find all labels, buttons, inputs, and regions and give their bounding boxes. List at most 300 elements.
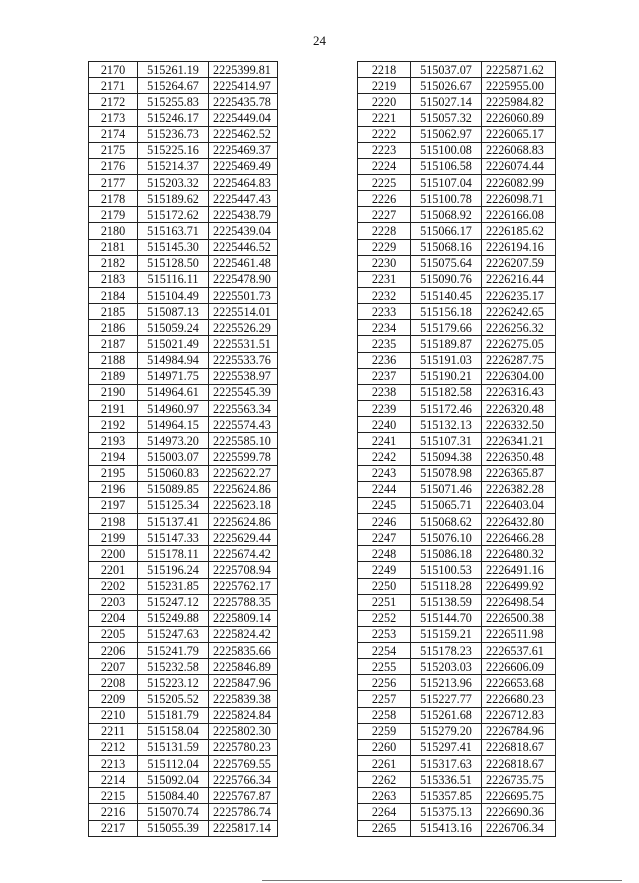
y-coordinate-cell: 2226304.00 [482,368,556,384]
point-number-cell: 2219 [358,78,411,94]
point-number-cell: 2209 [89,691,138,707]
x-coordinate-cell: 515037.07 [411,62,482,78]
x-coordinate-cell: 515246.17 [138,110,209,126]
y-coordinate-cell: 2226287.75 [482,352,556,368]
table-row [358,142,556,158]
table-row [358,78,556,94]
table-row [89,626,278,642]
table-row [358,110,556,126]
point-number-cell: 2232 [358,287,411,303]
x-coordinate-cell: 515413.16 [411,820,482,836]
point-number-cell: 2243 [358,465,411,481]
table-row [358,788,556,804]
y-coordinate-cell: 2225674.42 [209,546,278,562]
point-number-cell: 2217 [89,820,138,836]
table-row [358,610,556,626]
x-coordinate-cell: 515094.38 [411,449,482,465]
y-coordinate-cell: 2225984.82 [482,94,556,110]
point-number-cell: 2177 [89,174,138,190]
x-coordinate-cell: 515087.13 [138,304,209,320]
point-number-cell: 2223 [358,142,411,158]
table-row [89,691,278,707]
point-number-cell: 2222 [358,126,411,142]
x-coordinate-cell: 515140.45 [411,287,482,303]
x-coordinate-cell: 515068.92 [411,207,482,223]
x-coordinate-cell: 515181.79 [138,707,209,723]
y-coordinate-cell: 2225439.04 [209,223,278,239]
x-coordinate-cell: 515138.59 [411,594,482,610]
x-coordinate-cell: 514960.97 [138,400,209,416]
x-coordinate-cell: 514984.94 [138,352,209,368]
x-coordinate-cell: 515068.16 [411,239,482,255]
y-coordinate-cell: 2225624.86 [209,481,278,497]
point-number-cell: 2264 [358,804,411,820]
y-coordinate-cell: 2225767.87 [209,788,278,804]
point-number-cell: 2231 [358,271,411,287]
y-coordinate-cell: 2225414.97 [209,78,278,94]
point-number-cell: 2193 [89,433,138,449]
x-coordinate-cell: 514964.61 [138,384,209,400]
table-row [89,142,278,158]
x-coordinate-cell: 515078.98 [411,465,482,481]
point-number-cell: 2173 [89,110,138,126]
x-coordinate-cell: 515021.49 [138,336,209,352]
point-number-cell: 2182 [89,255,138,271]
x-coordinate-cell: 514964.15 [138,417,209,433]
table-row [89,94,278,110]
table-row [358,675,556,691]
point-number-cell: 2210 [89,707,138,723]
x-coordinate-cell: 514971.75 [138,368,209,384]
table-row [358,304,556,320]
x-coordinate-cell: 515116.11 [138,271,209,287]
y-coordinate-cell: 2226403.04 [482,497,556,513]
table-row [358,158,556,174]
x-coordinate-cell: 515055.39 [138,820,209,836]
y-coordinate-cell: 2225871.62 [482,62,556,78]
x-coordinate-cell: 515066.17 [411,223,482,239]
x-coordinate-cell: 515062.97 [411,126,482,142]
y-coordinate-cell: 2226332.50 [482,417,556,433]
point-number-cell: 2254 [358,643,411,659]
y-coordinate-cell: 2225501.73 [209,287,278,303]
point-number-cell: 2206 [89,643,138,659]
x-coordinate-cell: 515086.18 [411,546,482,562]
x-coordinate-cell: 515145.30 [138,239,209,255]
point-number-cell: 2174 [89,126,138,142]
point-number-cell: 2250 [358,578,411,594]
point-number-cell: 2215 [89,788,138,804]
x-coordinate-cell: 515112.04 [138,756,209,772]
point-number-cell: 2183 [89,271,138,287]
x-coordinate-cell: 515255.83 [138,94,209,110]
y-coordinate-cell: 2225449.04 [209,110,278,126]
point-number-cell: 2258 [358,707,411,723]
x-coordinate-cell: 515191.03 [411,352,482,368]
y-coordinate-cell: 2225574.43 [209,417,278,433]
table-row [89,223,278,239]
table-row [89,191,278,207]
x-coordinate-cell: 515125.34 [138,497,209,513]
x-coordinate-cell: 515100.08 [411,142,482,158]
table-row [89,772,278,788]
y-coordinate-cell: 2225835.66 [209,643,278,659]
x-coordinate-cell: 515214.37 [138,158,209,174]
y-coordinate-cell: 2226480.32 [482,546,556,562]
y-coordinate-cell: 2225435.78 [209,94,278,110]
table-row [89,384,278,400]
table-row [89,578,278,594]
table-row [89,287,278,303]
table-row [358,223,556,239]
y-coordinate-cell: 2226068.83 [482,142,556,158]
x-coordinate-cell: 515118.28 [411,578,482,594]
table-row [89,675,278,691]
y-coordinate-cell: 2225629.44 [209,530,278,546]
point-number-cell: 2201 [89,562,138,578]
x-coordinate-cell: 515261.19 [138,62,209,78]
point-number-cell: 2265 [358,820,411,836]
point-number-cell: 2234 [358,320,411,336]
table-row [358,207,556,223]
y-coordinate-cell: 2226695.75 [482,788,556,804]
table-row [89,739,278,755]
y-coordinate-cell: 2226320.48 [482,400,556,416]
x-coordinate-cell: 515232.58 [138,659,209,675]
footer-rule [262,880,622,881]
table-row [358,513,556,529]
point-number-cell: 2190 [89,384,138,400]
y-coordinate-cell: 2226500.38 [482,610,556,626]
table-row [358,449,556,465]
y-coordinate-cell: 2226818.67 [482,756,556,772]
x-coordinate-cell: 515261.68 [411,707,482,723]
table-row [358,400,556,416]
x-coordinate-cell: 515223.12 [138,675,209,691]
table-row [89,546,278,562]
table-row [358,368,556,384]
point-number-cell: 2227 [358,207,411,223]
y-coordinate-cell: 2226341.21 [482,433,556,449]
table-row [358,174,556,190]
table-row [358,384,556,400]
y-coordinate-cell: 2226060.89 [482,110,556,126]
y-coordinate-cell: 2225847.96 [209,675,278,691]
table-row [358,707,556,723]
point-number-cell: 2226 [358,191,411,207]
y-coordinate-cell: 2225624.86 [209,513,278,529]
y-coordinate-cell: 2225526.29 [209,320,278,336]
point-number-cell: 2241 [358,433,411,449]
x-coordinate-cell: 515249.88 [138,610,209,626]
y-coordinate-cell: 2226235.17 [482,287,556,303]
y-coordinate-cell: 2226432.80 [482,513,556,529]
point-number-cell: 2180 [89,223,138,239]
x-coordinate-cell: 515060.83 [138,465,209,481]
table-row [89,433,278,449]
point-number-cell: 2202 [89,578,138,594]
table-row [358,643,556,659]
point-number-cell: 2200 [89,546,138,562]
x-coordinate-cell: 515179.66 [411,320,482,336]
y-coordinate-cell: 2226216.44 [482,271,556,287]
table-row [89,562,278,578]
x-coordinate-cell: 515003.07 [138,449,209,465]
x-coordinate-cell: 515236.73 [138,126,209,142]
table-row [89,788,278,804]
point-number-cell: 2171 [89,78,138,94]
y-coordinate-cell: 2225788.35 [209,594,278,610]
point-number-cell: 2239 [358,400,411,416]
point-number-cell: 2240 [358,417,411,433]
table-row [89,497,278,513]
x-coordinate-cell: 515264.67 [138,78,209,94]
table-row [358,530,556,546]
x-coordinate-cell: 515156.18 [411,304,482,320]
x-coordinate-cell: 515203.32 [138,174,209,190]
coordinate-table-left [88,61,278,837]
y-coordinate-cell: 2225622.27 [209,465,278,481]
x-coordinate-cell: 515092.04 [138,772,209,788]
table-row [358,417,556,433]
point-number-cell: 2249 [358,562,411,578]
y-coordinate-cell: 2225538.97 [209,368,278,384]
table-row [358,739,556,755]
point-number-cell: 2207 [89,659,138,675]
point-number-cell: 2214 [89,772,138,788]
table-row [89,594,278,610]
y-coordinate-cell: 2226382.28 [482,481,556,497]
x-coordinate-cell: 515247.63 [138,626,209,642]
point-number-cell: 2203 [89,594,138,610]
x-coordinate-cell: 515375.13 [411,804,482,820]
table-row [89,255,278,271]
point-number-cell: 2261 [358,756,411,772]
y-coordinate-cell: 2225780.23 [209,739,278,755]
table-row [358,626,556,642]
table-row [89,530,278,546]
y-coordinate-cell: 2225846.89 [209,659,278,675]
table-row [358,94,556,110]
table-row [89,110,278,126]
y-coordinate-cell: 2225462.52 [209,126,278,142]
y-coordinate-cell: 2226242.65 [482,304,556,320]
table-row [358,691,556,707]
x-coordinate-cell: 515225.16 [138,142,209,158]
point-number-cell: 2255 [358,659,411,675]
y-coordinate-cell: 2226466.28 [482,530,556,546]
x-coordinate-cell: 515075.64 [411,255,482,271]
y-coordinate-cell: 2226818.67 [482,739,556,755]
y-coordinate-cell: 2226712.83 [482,707,556,723]
point-number-cell: 2245 [358,497,411,513]
coordinate-table-right [357,61,556,837]
point-number-cell: 2213 [89,756,138,772]
x-coordinate-cell: 515172.62 [138,207,209,223]
point-number-cell: 2194 [89,449,138,465]
point-number-cell: 2212 [89,739,138,755]
point-number-cell: 2176 [89,158,138,174]
point-number-cell: 2175 [89,142,138,158]
table-row [358,659,556,675]
point-number-cell: 2233 [358,304,411,320]
point-number-cell: 2211 [89,723,138,739]
point-number-cell: 2248 [358,546,411,562]
point-number-cell: 2262 [358,772,411,788]
x-coordinate-cell: 515147.33 [138,530,209,546]
table-row [358,126,556,142]
point-number-cell: 2198 [89,513,138,529]
x-coordinate-cell: 515241.79 [138,643,209,659]
y-coordinate-cell: 2225955.00 [482,78,556,94]
x-coordinate-cell: 515107.04 [411,174,482,190]
x-coordinate-cell: 515090.76 [411,271,482,287]
point-number-cell: 2187 [89,336,138,352]
point-number-cell: 2195 [89,465,138,481]
y-coordinate-cell: 2225464.83 [209,174,278,190]
point-number-cell: 2220 [358,94,411,110]
y-coordinate-cell: 2225399.81 [209,62,278,78]
y-coordinate-cell: 2225447.43 [209,191,278,207]
point-number-cell: 2185 [89,304,138,320]
y-coordinate-cell: 2225469.49 [209,158,278,174]
point-number-cell: 2199 [89,530,138,546]
x-coordinate-cell: 515131.59 [138,739,209,755]
y-coordinate-cell: 2226166.08 [482,207,556,223]
y-coordinate-cell: 2226365.87 [482,465,556,481]
table-row [89,158,278,174]
page-number: 24 [313,33,326,48]
x-coordinate-cell: 515297.41 [411,739,482,755]
y-coordinate-cell: 2225478.90 [209,271,278,287]
table-row [89,707,278,723]
point-number-cell: 2188 [89,352,138,368]
point-number-cell: 2242 [358,449,411,465]
table-row [358,191,556,207]
x-coordinate-cell: 515178.23 [411,643,482,659]
x-coordinate-cell: 515357.85 [411,788,482,804]
x-coordinate-cell: 515065.71 [411,497,482,513]
y-coordinate-cell: 2225545.39 [209,384,278,400]
point-number-cell: 2228 [358,223,411,239]
point-number-cell: 2237 [358,368,411,384]
y-coordinate-cell: 2225469.37 [209,142,278,158]
point-number-cell: 2229 [358,239,411,255]
y-coordinate-cell: 2225824.42 [209,626,278,642]
table-row [89,804,278,820]
y-coordinate-cell: 2225438.79 [209,207,278,223]
table-row [89,62,278,78]
y-coordinate-cell: 2226537.61 [482,643,556,659]
y-coordinate-cell: 2225769.55 [209,756,278,772]
x-coordinate-cell: 515089.85 [138,481,209,497]
point-number-cell: 2257 [358,691,411,707]
x-coordinate-cell: 515107.31 [411,433,482,449]
table-row [358,271,556,287]
y-coordinate-cell: 2226074.44 [482,158,556,174]
x-coordinate-cell: 515182.58 [411,384,482,400]
table-row [358,546,556,562]
y-coordinate-cell: 2225708.94 [209,562,278,578]
table-row [358,433,556,449]
point-number-cell: 2246 [358,513,411,529]
table-row [89,336,278,352]
y-coordinate-cell: 2226082.99 [482,174,556,190]
table-row [89,723,278,739]
table-row [89,513,278,529]
x-coordinate-cell: 515137.41 [138,513,209,529]
y-coordinate-cell: 2226606.09 [482,659,556,675]
point-number-cell: 2253 [358,626,411,642]
y-coordinate-cell: 2226735.75 [482,772,556,788]
y-coordinate-cell: 2226653.68 [482,675,556,691]
y-coordinate-cell: 2225531.51 [209,336,278,352]
point-number-cell: 2184 [89,287,138,303]
x-coordinate-cell: 515128.50 [138,255,209,271]
x-coordinate-cell: 515196.24 [138,562,209,578]
y-coordinate-cell: 2226491.16 [482,562,556,578]
y-coordinate-cell: 2226690.36 [482,804,556,820]
y-coordinate-cell: 2226207.59 [482,255,556,271]
point-number-cell: 2179 [89,207,138,223]
point-number-cell: 2205 [89,626,138,642]
table-row [89,756,278,772]
y-coordinate-cell: 2226185.62 [482,223,556,239]
point-number-cell: 2256 [358,675,411,691]
table-row [358,62,556,78]
table-row [89,78,278,94]
point-number-cell: 2218 [358,62,411,78]
table-row [358,756,556,772]
point-number-cell: 2260 [358,739,411,755]
x-coordinate-cell: 514973.20 [138,433,209,449]
y-coordinate-cell: 2226680.23 [482,691,556,707]
point-number-cell: 2208 [89,675,138,691]
table-row [89,481,278,497]
point-number-cell: 2235 [358,336,411,352]
y-coordinate-cell: 2225786.74 [209,804,278,820]
y-coordinate-cell: 2225599.78 [209,449,278,465]
point-number-cell: 2244 [358,481,411,497]
table-row [358,481,556,497]
table-row [358,804,556,820]
x-coordinate-cell: 515189.62 [138,191,209,207]
point-number-cell: 2191 [89,400,138,416]
table-row [89,126,278,142]
x-coordinate-cell: 515106.58 [411,158,482,174]
table-row [89,643,278,659]
point-number-cell: 2263 [358,788,411,804]
point-number-cell: 2181 [89,239,138,255]
x-coordinate-cell: 515227.77 [411,691,482,707]
table-row [89,368,278,384]
table-row [89,610,278,626]
point-number-cell: 2230 [358,255,411,271]
x-coordinate-cell: 515076.10 [411,530,482,546]
table-row [89,271,278,287]
y-coordinate-cell: 2226256.32 [482,320,556,336]
y-coordinate-cell: 2225446.52 [209,239,278,255]
point-number-cell: 2251 [358,594,411,610]
table-row [358,465,556,481]
table-row [89,465,278,481]
table-row [89,320,278,336]
y-coordinate-cell: 2225766.34 [209,772,278,788]
x-coordinate-cell: 515104.49 [138,287,209,303]
point-number-cell: 2170 [89,62,138,78]
table-row [89,659,278,675]
y-coordinate-cell: 2226065.17 [482,126,556,142]
